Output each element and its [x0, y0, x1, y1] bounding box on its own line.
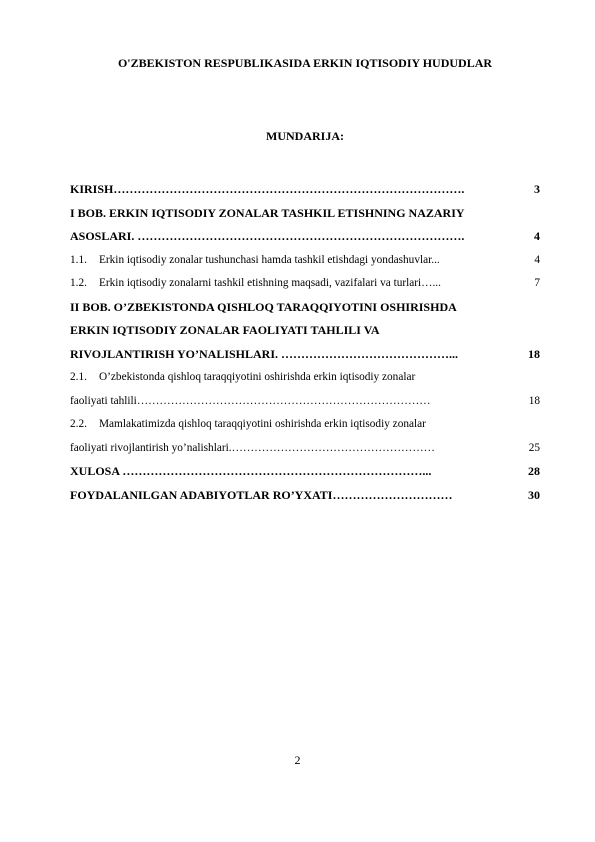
toc-section-number: 2.2.: [70, 418, 87, 430]
toc-entry-text: FOYDALANILGAN ADABIYOTLAR RO’YXATI…………………………: [70, 487, 453, 502]
toc-section-number: 1.2.: [70, 277, 87, 289]
toc-page-number: 28: [528, 460, 540, 484]
document-title: O'ZBEKISTON RESPUBLIKASIDA ERKIN IQTISODIY HUDUDLAR: [117, 56, 493, 70]
page-number: 2: [294, 753, 301, 767]
toc-entry-text: ASOSLARI. ……………………………………………………………………….: [70, 229, 465, 243]
toc-entry-text: faoliyati tahlili……………………………………………………………………: [70, 394, 431, 407]
toc-entry-chapter-1[interactable]: [70, 202, 540, 226]
toc-page-number: 4: [534, 225, 540, 249]
toc-entry-text: Erkin iqtisodiy zonalar tushunchasi hamda tashkil etishdagi yondashuvlar...: [99, 253, 440, 266]
toc-entry-references[interactable]: [70, 484, 540, 508]
toc-page-number: 18: [528, 343, 540, 367]
toc-entry-text: XULOSA …………………………………………………………………...: [70, 464, 432, 478]
toc-entry-kirish[interactable]: [70, 178, 540, 202]
toc-entry-chapter-2-cont[interactable]: [70, 319, 540, 343]
toc-heading: MUNDARIJA:: [266, 129, 344, 143]
toc-entry-chapter-1-cont[interactable]: [70, 225, 540, 249]
toc-entry-section-2-2-cont[interactable]: [70, 437, 540, 461]
toc-entry-chapter-2-cont-2[interactable]: [70, 343, 540, 367]
toc-entry-text: O’zbekistonda qishloq taraqqiyotini oshirishda erkin iqtisodiy zonalar: [99, 371, 416, 383]
toc-entry-text: KIRISH…………………………………………………………………………….: [70, 182, 465, 196]
toc-page-number: 30: [528, 484, 540, 508]
toc-entry-text: II BOB. O’ZBEKISTONDA QISHLOQ TARAQQIYOTINI OSHIRISHDA: [70, 299, 457, 314]
toc-section-number: 2.1.: [70, 371, 87, 383]
toc-entry-section-1-2[interactable]: [70, 272, 540, 296]
toc-entry-section-2-1[interactable]: [70, 366, 540, 390]
toc-entry-text: I BOB. ERKIN IQTISODIY ZONALAR TASHKIL ETISHNING NAZARIY: [70, 205, 465, 220]
toc-entry-text: Mamlakatimizda qishloq taraqqiyotini oshirishda erkin iqtisodiy zonalar: [99, 418, 426, 430]
toc-page-number: 18: [529, 390, 540, 414]
toc-entry-text: ERKIN IQTISODIY ZONALAR FAOLIYATI TAHLILI VA: [70, 323, 380, 337]
toc-entry-xulosa[interactable]: [70, 460, 540, 484]
toc-entry-section-1-1[interactable]: [70, 249, 540, 273]
toc-entry-text: faoliyati rivojlantirish yo’nalishlari.………………………………………………: [70, 441, 435, 454]
table-of-contents: [70, 178, 540, 507]
toc-entry-chapter-2[interactable]: [70, 296, 540, 320]
toc-page-number: 4: [534, 249, 540, 273]
toc-entry-text: RIVOJLANTIRISH YO’NALISHLARI. ……………………………………...: [70, 346, 459, 361]
toc-page-number: 3: [534, 178, 540, 202]
toc-page-number: 7: [534, 272, 540, 296]
toc-entry-section-2-2[interactable]: [70, 413, 540, 437]
toc-entry-text: Erkin iqtisodiy zonalarni tashkil etishning maqsadi, vazifalari va turlari…...: [99, 277, 441, 289]
toc-page-number: 25: [529, 437, 540, 461]
toc-section-number: 1.1.: [70, 253, 87, 266]
toc-entry-section-2-1-cont[interactable]: [70, 390, 540, 414]
